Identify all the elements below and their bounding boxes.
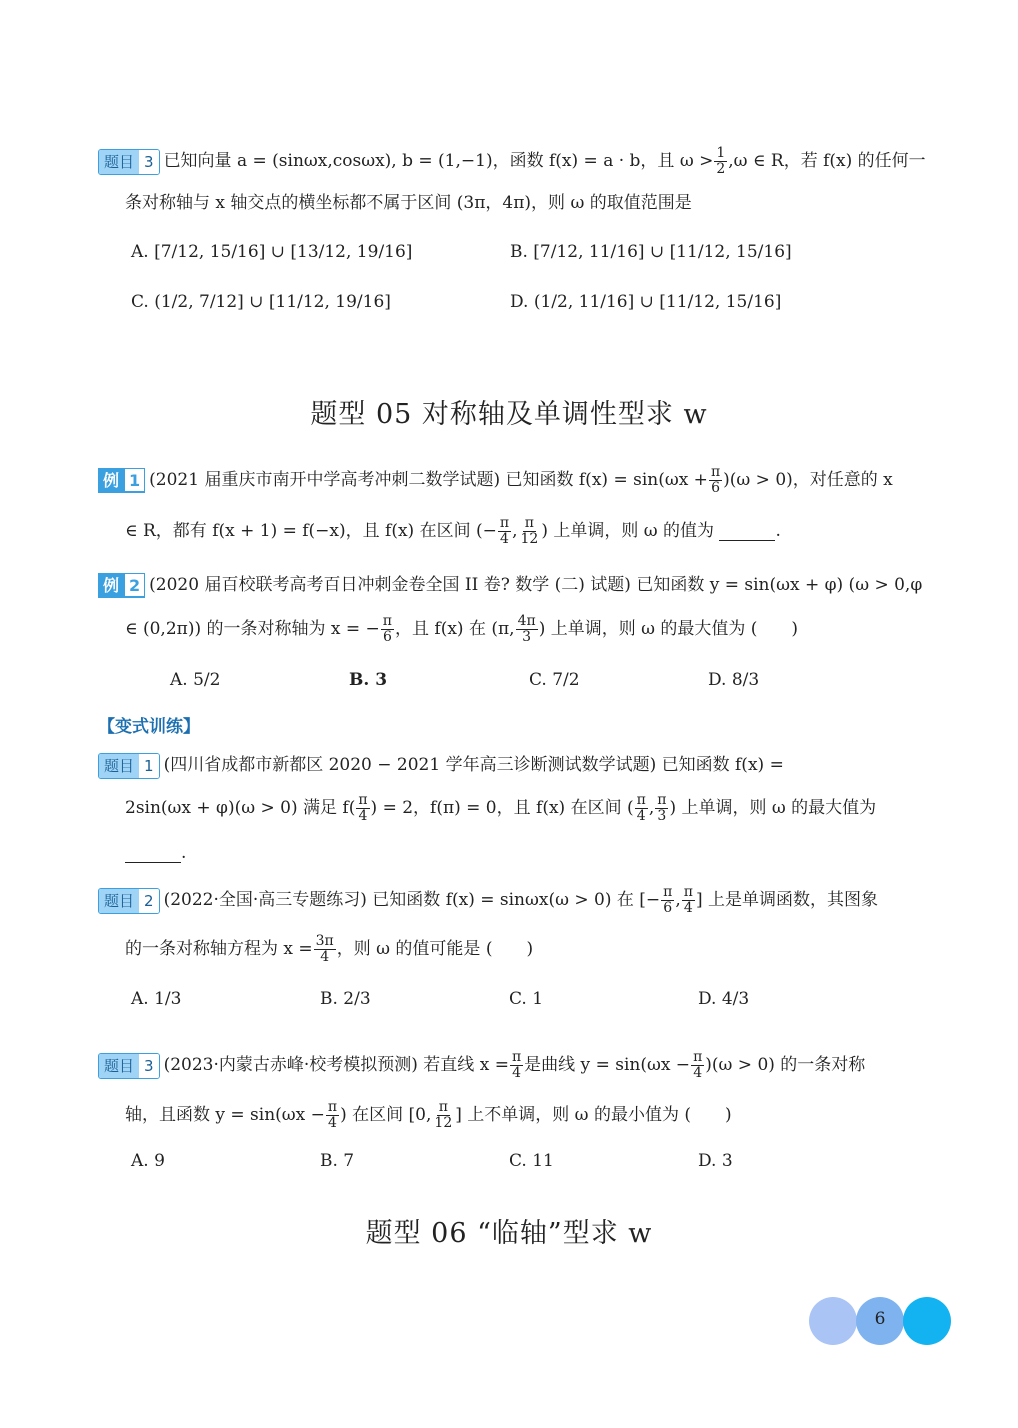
t1-line3: .: [125, 840, 186, 866]
q3-line2: 条对称轴与 x 轴交点的横坐标都不属于区间 (3π，4π)，则 ω 的取值范围是: [125, 193, 692, 213]
ex2-option-a: A. 5/2: [170, 670, 221, 690]
q3-option-a: A. [7/12, 15/16] ∪ [13/12, 19/16]: [131, 242, 413, 262]
q3-text1: 已知向量 a = (sinωx,cosωx), b = (1,−1)，函数 f(x) = a · b，且 ω >: [163, 151, 714, 171]
ex2-line2: ∈ (0,2π)) 的一条对称轴为 x = − $\frac{\pi}{6}$ ，且 f(x) 在 (π, $\frac{4\pi}{3}$ ) 上单调，则 ω 的最大值为 ( ): [125, 613, 799, 645]
t1-answer-blank[interactable]: [125, 844, 181, 863]
t2-option-b: B. 2/3: [320, 989, 371, 1009]
ex2-line1: 例 2 (2020 届百校联考高考百日冲刺金卷全国 II 卷? 数学 (二) 试题) 已知函数 y = sin(ωx + φ) (ω > 0,φ: [98, 572, 922, 598]
t3-option-c: C. 11: [509, 1151, 554, 1171]
t3-option-a: A. 9: [131, 1151, 165, 1171]
heading-06: 题型 06 “临轴”型求 w: [365, 1218, 653, 1249]
q3-option-b: B. [7/12, 11/16] ∪ [11/12, 15/16]: [510, 242, 792, 262]
t1-line1: 题目 1 (四川省成都市新都区 2020 − 2021 学年高三诊断测试数学试题) 已知函数 f(x) =: [98, 752, 784, 779]
t2-line1: 题目 2 (2022·全国·高三专题练习) 已知函数 f(x) = sinωx(ω > 0) 在 [− $\frac{\pi}{6}$ , $\frac{\pi}{4}$ ] 上是单调函数，其图象: [98, 885, 878, 916]
ex2-option-c: C. 7/2: [529, 670, 580, 690]
t1-badge: 题目 1: [98, 753, 160, 779]
t3-line2: 轴，且函数 y = sin(ωx − $\frac{\pi}{4}$ ) 在区间 [0, $\frac{\pi}{12}$ ] 上不单调，则 ω 的最小值为 ( ): [125, 1099, 732, 1131]
t3-option-b: B. 7: [320, 1151, 355, 1171]
t3-badge: 题目 3: [98, 1053, 160, 1079]
t2-badge: 题目 2: [98, 888, 160, 914]
q3-text1-end: ,ω ∈ R，若 f(x) 的任何一: [728, 151, 926, 171]
page-circle-1: [809, 1297, 857, 1345]
t2-option-c: C. 1: [509, 989, 544, 1009]
t2-line2: 的一条对称轴方程为 x = $\frac{3\pi}{4}$ ，则 ω 的值可能是 ( ): [125, 933, 534, 965]
q3-option-d: D. (1/2, 11/16] ∪ [11/12, 15/16]: [510, 292, 782, 312]
ex2-badge: 例 2: [98, 573, 145, 598]
ex1-line1: 例 1 (2021 届重庆市南开中学高考冲刺二数学试题) 已知函数 f(x) = sin(ωx + $\frac{\pi}{6}$ )(ω > 0)，对任意的 x: [98, 465, 893, 496]
q3-line1: [98, 146, 926, 177]
page-number: 6: [874, 1309, 886, 1329]
ex2-option-d: D. 8/3: [708, 670, 760, 690]
ex1-line2: ∈ R，都有 f(x + 1) = f(−x)，且 f(x) 在区间 (− $\frac{\pi}{4}$ , $\frac{\pi}{12}$ ) 上单调，则 ω 的值为 .: [125, 515, 781, 547]
t3-line1: 题目 3 (2023·内蒙古赤峰·校考模拟预测) 若直线 x = $\frac{\pi}{4}$ 是曲线 y = sin(ωx − $\frac{\pi}{4}$ )(ω > 0) 的一条对称: [98, 1050, 865, 1081]
ex1-answer-blank[interactable]: [719, 522, 775, 541]
t2-option-a: A. 1/3: [131, 989, 182, 1009]
q3-option-c: C. (1/2, 7/12] ∪ [11/12, 19/16]: [131, 292, 391, 312]
t1-line2: 2sin(ωx + φ)(ω > 0) 满足 f( $\frac{\pi}{4}$ ) = 2，f(π) = 0，且 f(x) 在区间 ( $\frac{\pi}{4}$ , $\frac{\pi}{3}$ ) 上单调，则 ω 的最大值为: [125, 792, 877, 824]
page-circle-3: [903, 1297, 951, 1345]
ex1-badge: 例 1: [98, 468, 145, 493]
variant-training-title: 【变式训练】: [98, 717, 200, 737]
q3-frac: $\frac{1}{2}$: [716, 145, 726, 177]
heading-05: 题型 05 对称轴及单调性型求 w: [310, 399, 708, 430]
t2-option-d: D. 4/3: [698, 989, 750, 1009]
t3-option-d: D. 3: [698, 1151, 733, 1171]
ex2-option-b: B. 3: [349, 670, 388, 690]
q3-badge: 题目 3: [98, 149, 160, 175]
